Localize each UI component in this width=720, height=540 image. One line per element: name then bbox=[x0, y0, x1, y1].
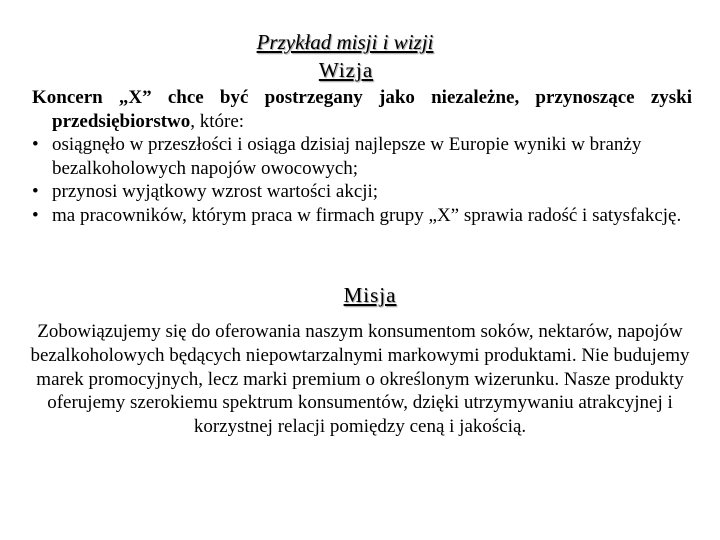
slide-title: Przykład misji i wizji bbox=[256, 30, 434, 54]
vision-body bbox=[32, 86, 692, 227]
mission-text: Zobowiązujemy się do oferowania naszym konsumentom soków, nektarów, napojów bezalkoholowych będących niepowtarzalnymi markowymi produktami. Nie budujemy marek promocyjnych, lecz marki premium o określonym wizerunku. Nasze produkty oferujemy szerokiemu spektrum konsumentów, dzięki utrzymywaniu atrakcyjnej i korzystnej relacji pomiędzy ceną i jakością. bbox=[30, 321, 690, 438]
vision-intro-bold: Koncern „X” chce być postrzegany jako niezależne, przynoszące zyski przedsiębiorstwo bbox=[32, 87, 692, 132]
vision-bullet-list bbox=[32, 133, 692, 227]
vision-intro bbox=[32, 86, 692, 133]
vision-heading: Wizja bbox=[318, 58, 374, 82]
mission-heading: Misja bbox=[343, 283, 397, 307]
vision-bullet-text: ma pracowników, którym praca w firmach grupy „X” sprawia radość i satysfakcję. bbox=[52, 204, 682, 226]
vision-bullet-text: osiągnęło w przeszłości i osiąga dzisiaj najlepsze w Europie wyniki w branży bezalkoholowych napojów owocowych; bbox=[52, 134, 642, 179]
bullet-icon: • bbox=[32, 204, 39, 226]
bullet-icon: • bbox=[32, 134, 39, 155]
vision-bullet-item bbox=[32, 204, 692, 228]
vision-bullet-item bbox=[32, 133, 692, 180]
vision-bullet-text: przynosi wyjątkowy wzrost wartości akcji; bbox=[52, 181, 379, 202]
vision-intro-rest: , które: bbox=[190, 110, 245, 132]
bullet-icon: • bbox=[32, 181, 39, 202]
vision-bullet-item bbox=[32, 180, 692, 204]
